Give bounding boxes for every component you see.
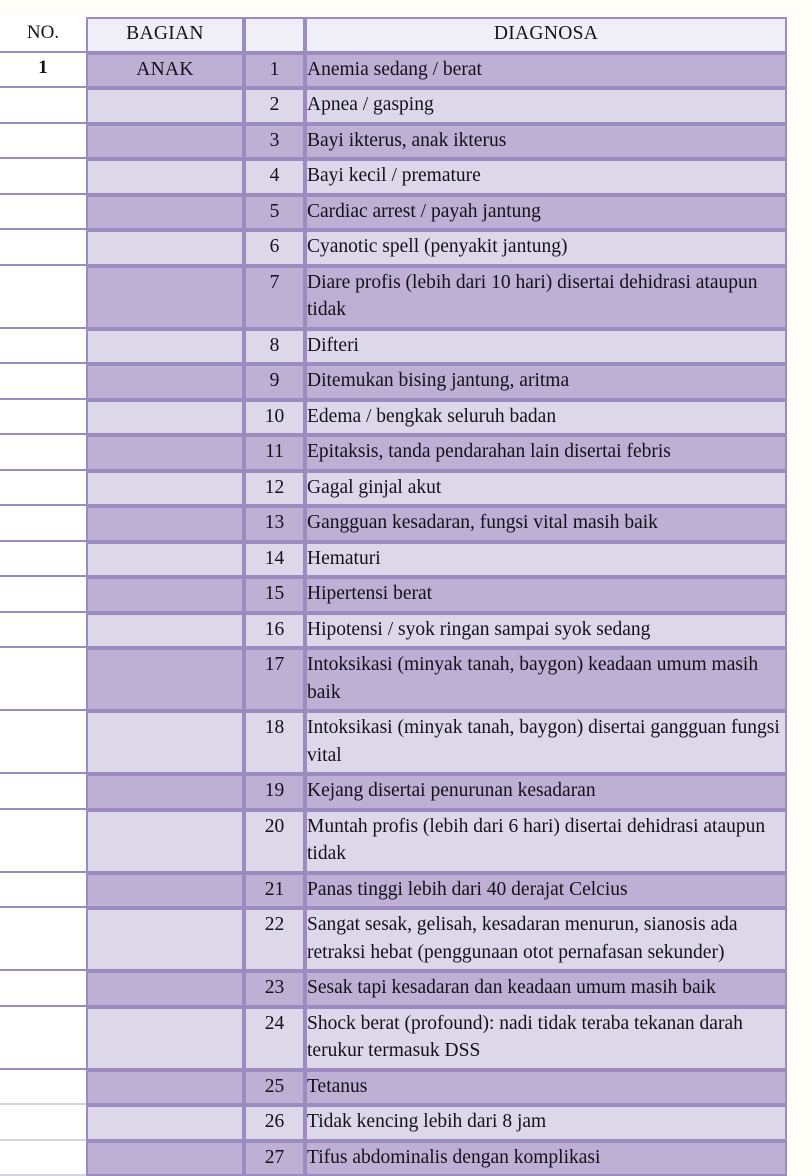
cell-row-number: 13 — [244, 506, 305, 542]
cell-row-number: 1 — [244, 53, 305, 89]
cell-diagnosa: Epitaksis, tanda pendarahan lain disertai febris — [305, 435, 787, 471]
diagnosis-table — [86, 17, 787, 1176]
table-row — [86, 53, 787, 89]
no-column-blank-cell — [0, 124, 86, 160]
no-column-blank-cell — [0, 435, 86, 471]
cell-bagian-empty — [86, 873, 244, 909]
no-column-blank-cell — [0, 88, 86, 124]
table-row — [86, 506, 787, 542]
cell-row-number: 15 — [244, 577, 305, 613]
cell-bagian-empty — [86, 230, 244, 266]
cell-row-number: 16 — [244, 613, 305, 649]
no-column-blank-cell — [0, 266, 86, 329]
cell-row-number: 2 — [244, 88, 305, 124]
cell-bagian-empty — [86, 648, 244, 711]
cell-row-number: 19 — [244, 774, 305, 810]
cell-row-number: 12 — [244, 471, 305, 507]
cell-bagian-empty — [86, 971, 244, 1007]
cell-diagnosa: Sesak tapi kesadaran dan keadaan umum masih baik — [305, 971, 787, 1007]
table-body — [86, 53, 787, 1176]
cell-row-number: 8 — [244, 329, 305, 365]
cell-row-number: 10 — [244, 400, 305, 436]
cell-bagian-empty — [86, 435, 244, 471]
cell-bagian-empty — [86, 329, 244, 365]
cell-bagian-empty — [86, 774, 244, 810]
no-column-blank-cell — [0, 230, 86, 266]
column-header-diagnosa: DIAGNOSA — [305, 17, 787, 53]
table-row — [86, 774, 787, 810]
cell-diagnosa: Bayi ikterus, anak ikterus — [305, 124, 787, 160]
cell-diagnosa: Apnea / gasping — [305, 88, 787, 124]
cell-row-number: 18 — [244, 711, 305, 774]
cell-row-number: 27 — [244, 1141, 305, 1176]
cell-diagnosa: Ditemukan bising jantung, aritma — [305, 364, 787, 400]
cell-diagnosa: Difteri — [305, 329, 787, 365]
cell-diagnosa: Muntah profis (lebih dari 6 hari) disertai dehidrasi ataupun tidak — [305, 810, 787, 873]
no-column — [0, 17, 86, 1176]
table-row — [86, 1105, 787, 1141]
table-row — [86, 364, 787, 400]
no-column-blank-cell — [0, 908, 86, 971]
table-row — [86, 613, 787, 649]
cell-diagnosa: Cardiac arrest / payah jantung — [305, 195, 787, 231]
no-column-blank-cell — [0, 774, 86, 810]
cell-row-number: 3 — [244, 124, 305, 160]
no-column-spacers — [0, 88, 86, 1176]
cell-row-number: 6 — [244, 230, 305, 266]
table-row — [86, 908, 787, 971]
table-row — [86, 159, 787, 195]
table-header-row — [86, 17, 787, 53]
cell-bagian-empty — [86, 908, 244, 971]
cell-diagnosa: Hematuri — [305, 542, 787, 578]
cell-diagnosa: Gangguan kesadaran, fungsi vital masih baik — [305, 506, 787, 542]
cell-bagian-anak: ANAK — [86, 53, 244, 89]
cell-diagnosa: Intoksikasi (minyak tanah, baygon) disertai gangguan fungsi vital — [305, 711, 787, 774]
no-column-blank-cell — [0, 577, 86, 613]
no-column-blank-cell — [0, 506, 86, 542]
table-row — [86, 195, 787, 231]
no-column-blank-cell — [0, 329, 86, 365]
no-column-blank-cell — [0, 873, 86, 909]
cell-diagnosa: Sangat sesak, gelisah, kesadaran menurun, sianosis ada retraksi hebat (penggunaan otot pernafasan sekunder) — [305, 908, 787, 971]
cell-bagian-empty — [86, 159, 244, 195]
cell-bagian-empty — [86, 1141, 244, 1176]
cell-row-number: 17 — [244, 648, 305, 711]
cell-diagnosa: Diare profis (lebih dari 10 hari) disertai dehidrasi ataupun tidak — [305, 266, 787, 329]
table-row — [86, 400, 787, 436]
cell-diagnosa: Hipotensi / syok ringan sampai syok sedang — [305, 613, 787, 649]
no-column-blank-cell — [0, 613, 86, 649]
cell-bagian-empty — [86, 400, 244, 436]
no-column-blank-cell — [0, 400, 86, 436]
no-column-header: NO. — [0, 17, 86, 53]
cell-bagian-empty — [86, 506, 244, 542]
cell-row-number: 9 — [244, 364, 305, 400]
no-column-blank-cell — [0, 1105, 86, 1141]
table-row — [86, 1070, 787, 1106]
table-row — [86, 435, 787, 471]
cell-bagian-empty — [86, 88, 244, 124]
no-column-blank-cell — [0, 159, 86, 195]
cell-row-number: 4 — [244, 159, 305, 195]
cell-row-number: 5 — [244, 195, 305, 231]
cell-diagnosa: Kejang disertai penurunan kesadaran — [305, 774, 787, 810]
cell-bagian-empty — [86, 577, 244, 613]
cell-row-number: 24 — [244, 1007, 305, 1070]
cell-diagnosa: Shock berat (profound): nadi tidak teraba tekanan darah terukur termasuk DSS — [305, 1007, 787, 1070]
table-row — [86, 542, 787, 578]
no-column-blank-cell — [0, 471, 86, 507]
no-column-section-number: 1 — [0, 53, 86, 89]
cell-bagian-empty — [86, 1105, 244, 1141]
table-row — [86, 329, 787, 365]
cell-row-number: 11 — [244, 435, 305, 471]
cell-bagian-empty — [86, 266, 244, 329]
cell-bagian-empty — [86, 364, 244, 400]
table-row — [86, 124, 787, 160]
no-column-blank-cell — [0, 971, 86, 1007]
cell-diagnosa: Tidak kencing lebih dari 8 jam — [305, 1105, 787, 1141]
cell-bagian-empty — [86, 195, 244, 231]
cell-row-number: 23 — [244, 971, 305, 1007]
table-row — [86, 648, 787, 711]
no-column-blank-cell — [0, 648, 86, 711]
no-column-blank-cell — [0, 1007, 86, 1070]
cell-row-number: 20 — [244, 810, 305, 873]
cell-diagnosa: Bayi kecil / premature — [305, 159, 787, 195]
cell-row-number: 26 — [244, 1105, 305, 1141]
no-column-blank-cell — [0, 195, 86, 231]
table-row — [86, 88, 787, 124]
cell-bagian-empty — [86, 124, 244, 160]
cell-diagnosa: Cyanotic spell (penyakit jantung) — [305, 230, 787, 266]
no-column-blank-cell — [0, 711, 86, 774]
cell-diagnosa: Gagal ginjal akut — [305, 471, 787, 507]
cell-bagian-empty — [86, 810, 244, 873]
cell-bagian-empty — [86, 542, 244, 578]
no-column-blank-cell — [0, 810, 86, 873]
table-row — [86, 711, 787, 774]
cell-bagian-empty — [86, 1070, 244, 1106]
cell-bagian-empty — [86, 471, 244, 507]
table-row — [86, 971, 787, 1007]
table-row — [86, 873, 787, 909]
table-row — [86, 577, 787, 613]
cell-diagnosa: Panas tinggi lebih dari 40 derajat Celcius — [305, 873, 787, 909]
cell-row-number: 21 — [244, 873, 305, 909]
no-column-blank-cell — [0, 542, 86, 578]
cell-bagian-empty — [86, 711, 244, 774]
no-column-blank-cell — [0, 364, 86, 400]
cell-row-number: 22 — [244, 908, 305, 971]
no-column-blank-cell — [0, 1141, 86, 1176]
cell-diagnosa: Edema / bengkak seluruh badan — [305, 400, 787, 436]
table-row — [86, 810, 787, 873]
cell-row-number: 7 — [244, 266, 305, 329]
cell-row-number: 14 — [244, 542, 305, 578]
cell-diagnosa: Anemia sedang / berat — [305, 53, 787, 89]
column-header-number — [244, 17, 305, 53]
cell-diagnosa: Tifus abdominalis dengan komplikasi — [305, 1141, 787, 1176]
cell-row-number: 25 — [244, 1070, 305, 1106]
table-row — [86, 471, 787, 507]
cell-diagnosa: Intoksikasi (minyak tanah, baygon) keadaan umum masih baik — [305, 648, 787, 711]
table-row — [86, 1141, 787, 1176]
cell-bagian-empty — [86, 613, 244, 649]
cell-bagian-empty — [86, 1007, 244, 1070]
table-row — [86, 230, 787, 266]
no-column-blank-cell — [0, 1070, 86, 1106]
cell-diagnosa: Hipertensi berat — [305, 577, 787, 613]
table-row — [86, 266, 787, 329]
table-row — [86, 1007, 787, 1070]
cell-diagnosa: Tetanus — [305, 1070, 787, 1106]
column-header-bagian: BAGIAN — [86, 17, 244, 53]
